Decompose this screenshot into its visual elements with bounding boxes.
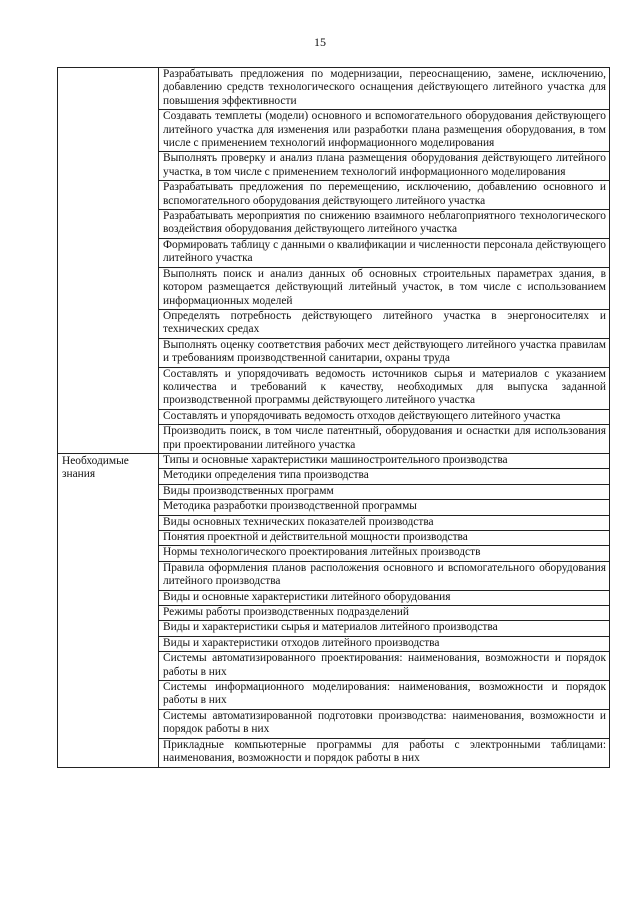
knowledge-item: Системы автоматизированного проектирования: наименования, возможности и порядок работы в них [159, 652, 610, 681]
skill-item: Выполнять проверку и анализ плана размещения оборудования действующего литейного участка, в том числе с применением технологий информационного моделирования [159, 152, 610, 181]
skill-item: Выполнять поиск и анализ данных об основных строительных параметрах здания, в котором размещается действующий литейный участок, в том числе с использованием информационных моделей [159, 267, 610, 309]
skill-item: Производить поиск, в том числе патентный, оборудования и оснастки для использования при проектировании литейного участка [159, 425, 610, 454]
skill-item: Создавать темплеты (модели) основного и вспомогательного оборудования действующего литейного участка для изменения или разработки плана размещения оборудования, в том числе с применением технологий информационного моделирования [159, 110, 610, 152]
skill-item: Составлять и упорядочивать ведомость отходов действующего литейного участка [159, 409, 610, 424]
knowledge-item: Правила оформления планов расположения основного и вспомогательного оборудования литейного производства [159, 561, 610, 590]
knowledge-item: Системы информационного моделирования: наименования, возможности и порядок работы в них [159, 681, 610, 710]
knowledge-item: Виды производственных программ [159, 484, 610, 499]
knowledge-item: Методики определения типа производства [159, 469, 610, 484]
skills-label-cell [58, 68, 159, 454]
competency-table [57, 67, 610, 768]
knowledge-item: Виды и характеристики отходов литейного производства [159, 636, 610, 651]
knowledge-item: Виды основных технических показателей производства [159, 515, 610, 530]
knowledge-item: Системы автоматизированной подготовки производства: наименования, возможности и порядок работы в них [159, 709, 610, 738]
knowledge-item: Прикладные компьютерные программы для работы с электронными таблицами: наименования, возможности и порядок работы в них [159, 738, 610, 767]
knowledge-item: Типы и основные характеристики машиностроительного производства [159, 453, 610, 468]
skill-item: Составлять и упорядочивать ведомость источников сырья и материалов с указанием количества и требований к качеству, необходимых для выпуска заданной производственной программы действующего литейного участка [159, 367, 610, 409]
knowledge-row [58, 453, 610, 468]
skill-item: Разрабатывать мероприятия по снижению взаимного неблагоприятного технологического воздействия оборудования действующего литейного участка [159, 210, 610, 239]
knowledge-item: Методика разработки производственной программы [159, 500, 610, 515]
knowledge-item: Виды и основные характеристики литейного оборудования [159, 590, 610, 605]
page-number: 15 [314, 35, 326, 49]
skill-item: Формировать таблицу с данными о квалификации и численности персонала действующего литейного участка [159, 238, 610, 267]
knowledge-item: Нормы технологического проектирования литейных производств [159, 546, 610, 561]
skill-item: Разрабатывать предложения по перемещению, исключению, добавлению основного и вспомогательного оборудования действующего литейного участка [159, 181, 610, 210]
skill-item: Разрабатывать предложения по модернизации, переоснащению, замене, исключению, добавлению средств технологического оснащения действующего литейного участка для повышения эффективности [159, 68, 610, 110]
skill-row [58, 68, 610, 110]
knowledge-label-cell: Необходимые знания [58, 453, 159, 767]
skill-item: Выполнять оценку соответствия рабочих мест действующего литейного участка правилам и требованиям производственной санитарии, охраны труда [159, 338, 610, 367]
knowledge-item: Виды и характеристики сырья и материалов литейного производства [159, 621, 610, 636]
skill-item: Определять потребность действующего литейного участка в энергоносителях и технических средах [159, 309, 610, 338]
knowledge-item: Понятия проектной и действительной мощности производства [159, 531, 610, 546]
knowledge-item: Режимы работы производственных подразделений [159, 606, 610, 621]
